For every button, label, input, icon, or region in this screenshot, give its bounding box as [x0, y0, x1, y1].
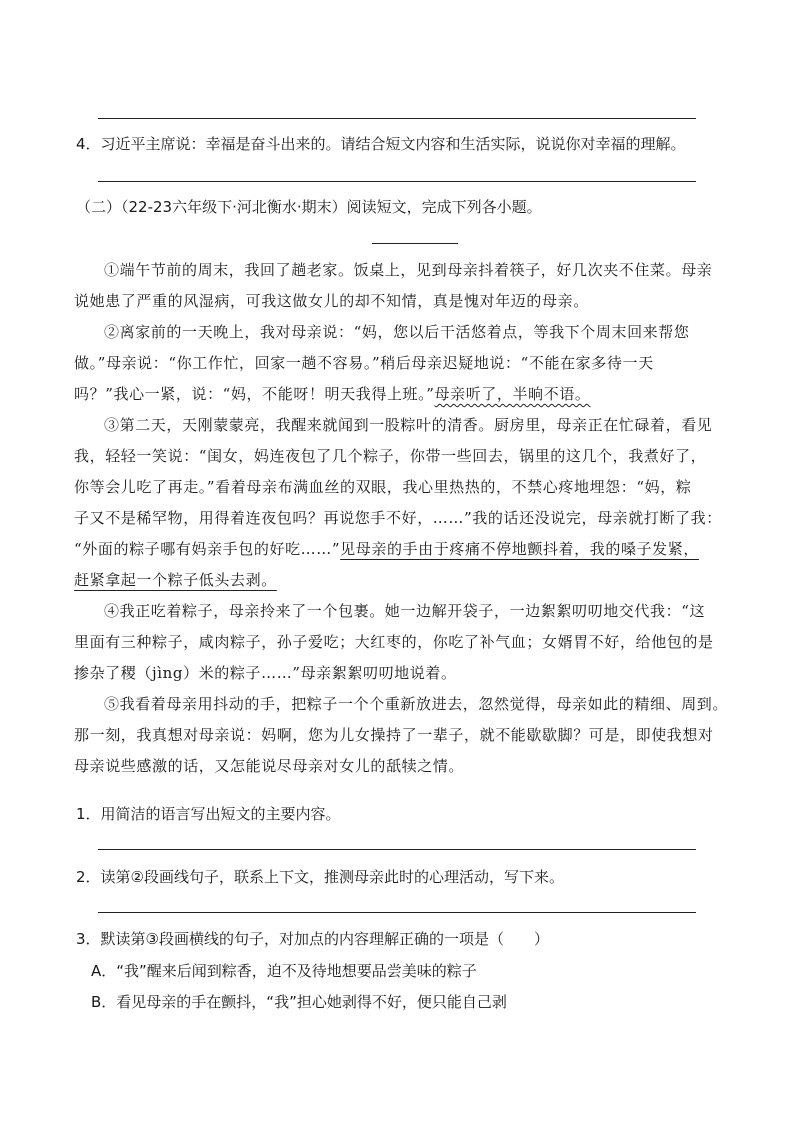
passage: [74, 255, 729, 782]
paragraph-3-line: ③第二天，天刚蒙蒙亮，我醒来就闻到一股粽叶的清香。厨房里，母亲正在忙碌着，看见: [104, 416, 713, 434]
paragraph-1-line: 说她患了严重的风湿病，可我这做女儿的却不知情，真是愧对年迈的母亲。: [74, 292, 589, 310]
paragraph-3-line: 你等会儿吃了再走。”看着母亲布满血丝的双眼，我心里热热的，不禁心疼地埋怨：“妈，粽: [74, 478, 692, 496]
wavy-underlined-sentence: 母亲听了，半晌不语。: [434, 385, 591, 403]
paragraph-3-line: [74, 565, 724, 596]
paragraph-1-line: ①端午节前的周末，我回了趟老家。饭桌上，见到母亲抖着筷子，好几次夹不住菜。母亲: [104, 261, 713, 279]
option-b[interactable]: B．看见母亲的手在颤抖，“我”担心她剥得不好，便只能自己剥: [91, 993, 507, 1011]
question-1: 1．用简洁的语言写出短文的主要内容。: [76, 805, 341, 823]
option-a[interactable]: A．“我”醒来后闻到粽香，迫不及待地想要品尝美味的粽子: [91, 962, 477, 980]
answer-line[interactable]: [98, 849, 696, 850]
section-heading: （二）（22-23六年级下·河北衡水·期末）阅读短文，完成下列各小题。: [76, 198, 542, 216]
answer-line[interactable]: [98, 118, 696, 119]
paragraph-4-line: ④我正吃着粽子，母亲拎来了一个包裹。她一边解开袋子，一边絮絮叨叨地交代我：“这: [104, 602, 706, 620]
question-2: 2．读第②段画线句子，联系上下文，推测母亲此时的心理活动，写下来。: [76, 868, 564, 886]
paragraph-3-line: 我，轻轻一笑说：“闺女，妈连夜包了几个粽子，你带一些回去，锅里的这几个，我煮好了，: [74, 447, 707, 465]
paragraph-4-line: 掺杂了稷（jìng）米的粽子……”母亲絮絮叨叨地说着。: [74, 664, 457, 682]
paragraph-2-line: [74, 379, 724, 410]
answer-line[interactable]: [98, 181, 696, 182]
paragraph-2-line: 做。”母亲说：“你工作忙，回家一趟不容易。”稍后母亲迟疑地说：“不能在家多待一天: [74, 354, 654, 372]
paragraph-5-line: ⑤我看着母亲用抖动的手，把粽子一个个重新放进去，忽然觉得，母亲如此的精细、周到。: [104, 695, 729, 713]
underlined-sentence: 赶紧拿起一个粽子低头去剥。: [74, 571, 277, 589]
answer-line[interactable]: [98, 912, 696, 913]
paragraph-3-line: [74, 534, 724, 565]
paragraph-5-line: 那一刻，我真想对母亲说：妈啊，您为儿女操持了一辈子，就不能歇歇脚？可是，即使我想对: [74, 726, 714, 744]
paragraph-2-line: ②离家前的一天晚上，我对母亲说：“妈，您以后干活悠着点，等我下个周末回来帮您: [104, 323, 690, 341]
title-blank[interactable]: [372, 243, 458, 244]
paragraph-4-line: 里面有三种粽子，咸肉粽子，孙子爱吃；大红枣的，你吃了补气血；女婿胃不好，给他包的是: [74, 633, 714, 651]
underlined-sentence: 见母亲的手由于疼痛不停地颤抖着，我的嗓子发紧，: [340, 540, 699, 558]
paragraph-3-line: 子又不是稀罕物，用得着连夜包吗？再说您手不好，……”我的话还没说完，母亲就打断了我：: [74, 509, 722, 527]
question-3: 3．默读第③段画横线的句子，对加点的内容理解正确的一项是（ ）: [76, 930, 549, 948]
paragraph-2-text: 吗？”我心一紧，说：“妈，不能呀！明天我得上班。”: [74, 385, 435, 403]
question-4: 4．习近平主席说：幸福是奋斗出来的。请结合短文内容和生活实际，说说你对幸福的理解。: [76, 135, 686, 153]
paragraph-5-line: 母亲说些感激的话，又怎能说尽母亲对女儿的舐犊之情。: [74, 757, 465, 775]
paragraph-3-text: “外面的粽子哪有妈亲手包的好吃……”: [74, 540, 341, 558]
